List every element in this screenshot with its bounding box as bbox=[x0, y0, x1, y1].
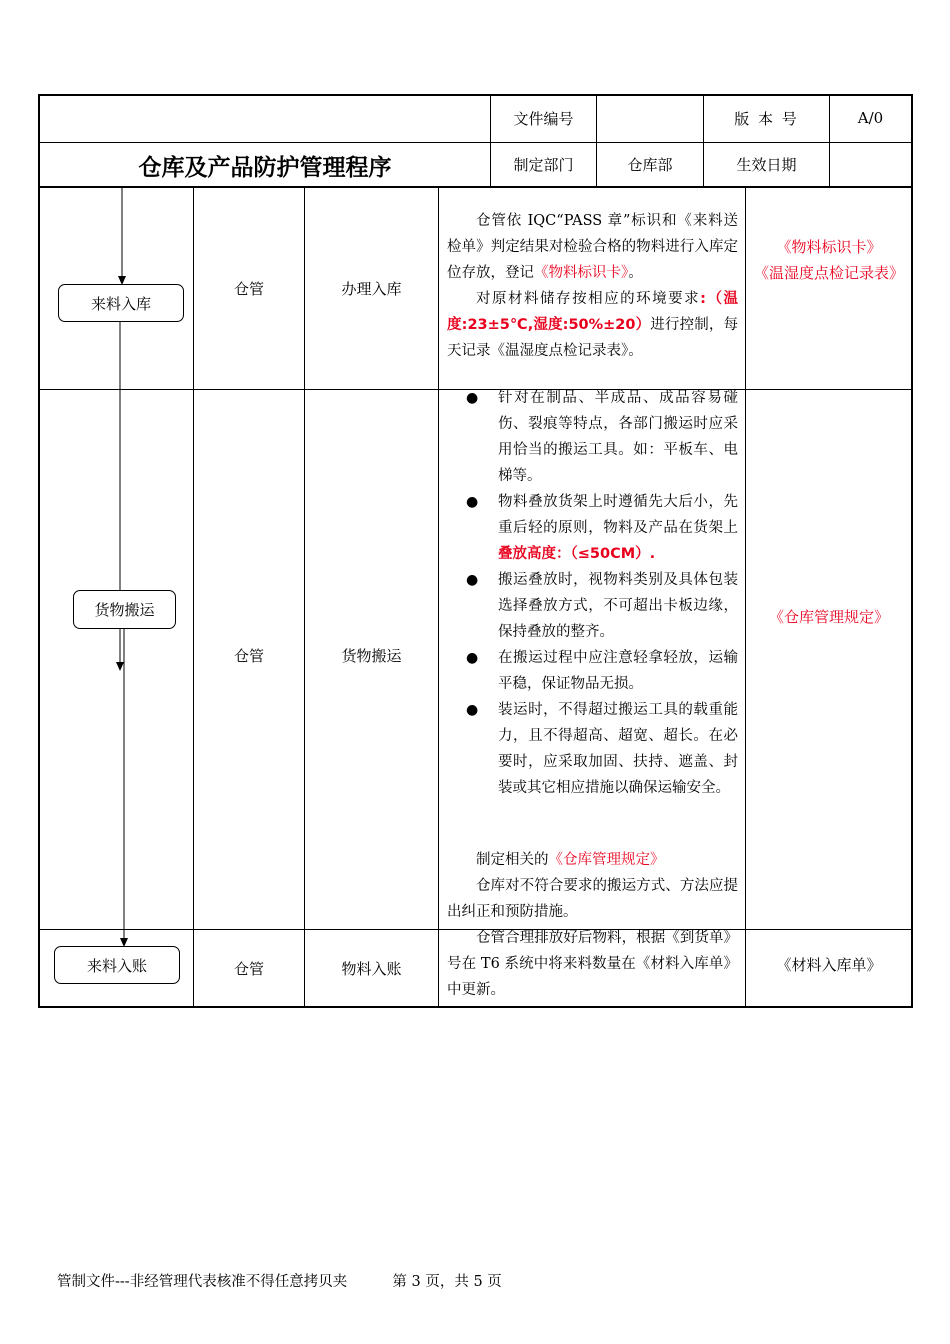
effective-date-label: 生效日期 bbox=[736, 156, 797, 174]
bullet-icon: ● bbox=[466, 650, 479, 666]
arrow-down-icon bbox=[116, 662, 124, 671]
row2-responsible: 仓管 bbox=[233, 646, 264, 665]
row3-description: 仓管合理排放好后物料，根据《到货单》号在 T6 系统中将来料数量在《材料入库单》中更新。 bbox=[447, 930, 738, 998]
bullet-icon: ● bbox=[466, 390, 479, 406]
bullet-icon: ● bbox=[466, 494, 479, 510]
record-item: 《温湿度点检记录表》 bbox=[754, 264, 905, 282]
stack-height-limit: 叠放高度：（≤50CM）. bbox=[498, 546, 656, 562]
row2-activity: 货物搬运 bbox=[341, 646, 402, 665]
footer-page-number: 第 3 页，共 5 页 bbox=[392, 1274, 502, 1290]
version-label: 版 本 号 bbox=[734, 109, 799, 128]
row3-responsible: 仓管 bbox=[233, 959, 264, 978]
row1-description: 仓管依 IQC“PASS 章”标识和《来料送检单》判定结果对检验合格的物料进行入库定位存放，登记《物料标识卡》。 对原材料储存按相应的环境要求:（温度:23±5℃,湿度:50%±20）进行控制，每天记录《温湿度点检记录表》。 bbox=[447, 213, 739, 359]
row1-activity: 办理入库 bbox=[341, 279, 402, 298]
row3-records bbox=[754, 952, 904, 978]
flow-box-posting: 来料入账 bbox=[54, 946, 180, 984]
doc-no-label: 文件编号 bbox=[513, 109, 574, 128]
bullet-icon: ● bbox=[466, 572, 479, 588]
footer bbox=[57, 1270, 502, 1291]
row1-desc-ref: 《物料标识卡》 bbox=[534, 265, 629, 281]
record-item: 《材料入库单》 bbox=[776, 956, 882, 974]
list-item: ● 装运时，不得超过搬运工具的载重能力，且不得超高、超宽、超长。在必要时，应采取加固、扶持、遮盖、封装或其它相应措施以确保运输安全。 bbox=[454, 697, 738, 801]
row1-desc-env: 对原材料储存按相应的环境要求 bbox=[476, 291, 701, 307]
list-item: ● 在搬运过程中应注意轻拿轻放，运输平稳，保证物品无损。 bbox=[454, 645, 738, 697]
row1-desc-env-values: :（温度:23±5℃,湿度:50%±20） bbox=[447, 291, 738, 333]
record-item: 《物料标识卡》 bbox=[776, 238, 882, 256]
page-title: 仓库及产品防护管理程序 bbox=[138, 154, 392, 181]
record-item: 《仓库管理规定》 bbox=[768, 608, 889, 626]
flow-box-incoming: 来料入库 bbox=[58, 284, 184, 322]
flow-box-handling: 货物搬运 bbox=[73, 590, 176, 629]
row2-records bbox=[754, 604, 904, 630]
row3-activity: 物料入账 bbox=[341, 959, 402, 978]
list-item: ● 搬运叠放时，视物料类别及具体包装选择叠放方式，不可超出卡板边缘，保持叠放的整齐。 bbox=[454, 567, 738, 645]
footer-control-notice: 管制文件---非经管理代表核准不得任意拷贝夹 bbox=[57, 1274, 348, 1290]
row1-responsible: 仓管 bbox=[233, 279, 264, 298]
row1-desc-text: 仓管依 IQC“PASS 章”标识和《来料送检单》判定结果对检验合格的物料进行入库定位存放，登记 bbox=[447, 213, 738, 281]
row1-records bbox=[754, 234, 904, 286]
dept-label: 制定部门 bbox=[513, 156, 574, 174]
list-item: ● 物料叠放货架上时遵循先大后小，先重后轻的原则，物料及产品在货架上叠放高度：（≤50CM）. bbox=[454, 489, 738, 567]
list-item: ● 针对在制品、半成品、成品容易碰伤、裂痕等特点，各部门搬运时应采用恰当的搬运工具。如：平板车、电梯等。 bbox=[454, 385, 738, 489]
row2-description bbox=[454, 385, 738, 801]
version-value: A/0 bbox=[857, 109, 884, 127]
row2-tail: 制定相关的《仓库管理规定》 仓库对不符合要求的搬运方式、方法应提出纠正和预防措施。 bbox=[447, 852, 738, 920]
dept-value: 仓库部 bbox=[627, 156, 673, 174]
bullet-icon: ● bbox=[466, 702, 479, 718]
row2-tail-ref: 《仓库管理规定》 bbox=[548, 852, 665, 868]
